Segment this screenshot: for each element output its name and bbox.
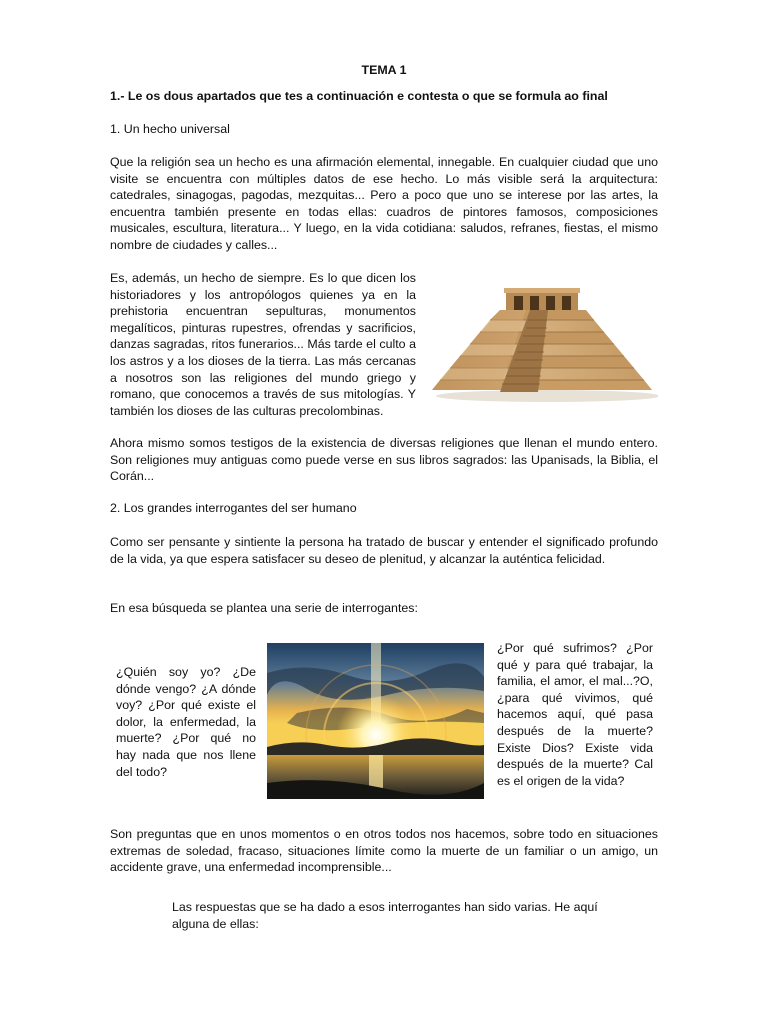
section2-paragraph-1: Como ser pensante y sintiente la persona ha tratado de buscar y entender el significado profundo de la vida, ya que espera satisfacer su deseo de plenitud, y alcanzar la auténtica felicidad. <box>110 535 658 566</box>
pyramid-image <box>430 286 658 404</box>
instruction: 1.- Le os dous apartados que tes a continuación e contesta o que se formula ao final <box>110 89 608 103</box>
section2-paragraph-3: Son preguntas que en unos momentos o en otros todos nos hacemos, sobre todo en situaciones extremas de soledad, fracaso, situaciones límite como la muerte de un familiar o un amigo, un accidente grave, una enfermedad incomprensible... <box>110 827 658 875</box>
section1-paragraph-2: Es, además, un hecho de siempre. Es lo que dicen los historiadores y los antropólogos quienes ya en la prehistoria encuentran sepulturas, monumentos megalíticos, pinturas rupestres, ofrendas y sacrificios, danzas sagradas, ritos funerarios... Más tarde el culto a los astros y a los dioses de la tierra. Las más cercanas a nosotros son las religiones del mundo griego y romano, que conocemos a través de sus mitologías. Y también los dioses de las culturas precolombinas. <box>110 271 416 418</box>
section2-paragraph-4: Las respuestas que se ha dado a esos interrogantes han sido varias. He aquí alguna de ellas: <box>172 900 598 931</box>
section1-paragraph-3: Ahora mismo somos testigos de la existencia de diversas religiones que llenan el mundo entero. Son religiones muy antiguas como puede verse en sus libros sagrados: las Upanisads, la Biblia, el Corán... <box>110 436 658 484</box>
questions-left: ¿Quién soy yo? ¿De dónde vengo? ¿A dónde voy? ¿Por qué existe el dolor, la enfermedad, la muerte? ¿Por qué no hay nada que nos llene del todo? <box>116 665 256 779</box>
section1-heading: 1. Un hecho universal <box>110 122 230 136</box>
sunset-image <box>267 643 484 799</box>
questions-right: ¿Por qué sufrimos? ¿Por qué y para qué trabajar, la familia, el amor, el mal...?O, ¿para qué vivimos, qué hacemos aquí, qué pasa después de la muerte? Existe Dios? Existe vida después de la muerte? Cal es el origen de la vida? <box>497 641 653 788</box>
section1-paragraph-1: Que la religión sea un hecho es una afirmación elemental, innegable. En cualquier ciudad que uno visite se encuentra con múltiples datos de ese hecho. Lo más visible será la arquitectura: catedrales, sinagogas, pagodas, mezquitas... Pero a poco que uno se interese por las artes, la encuentra también presente en todas ellas: cuadros de pintores famosos, composiciones musicales, escultura, literatura... Y luego, en la vida cotidiana: saludos, refranes, fiestas, el mismo nombre de ciudades y calles... <box>110 155 658 252</box>
page-title: TEMA 1 <box>361 63 407 77</box>
section2-paragraph-2: En esa búsqueda se plantea una serie de interrogantes: <box>110 601 418 615</box>
section2-heading: 2. Los grandes interrogantes del ser humano <box>110 501 357 515</box>
